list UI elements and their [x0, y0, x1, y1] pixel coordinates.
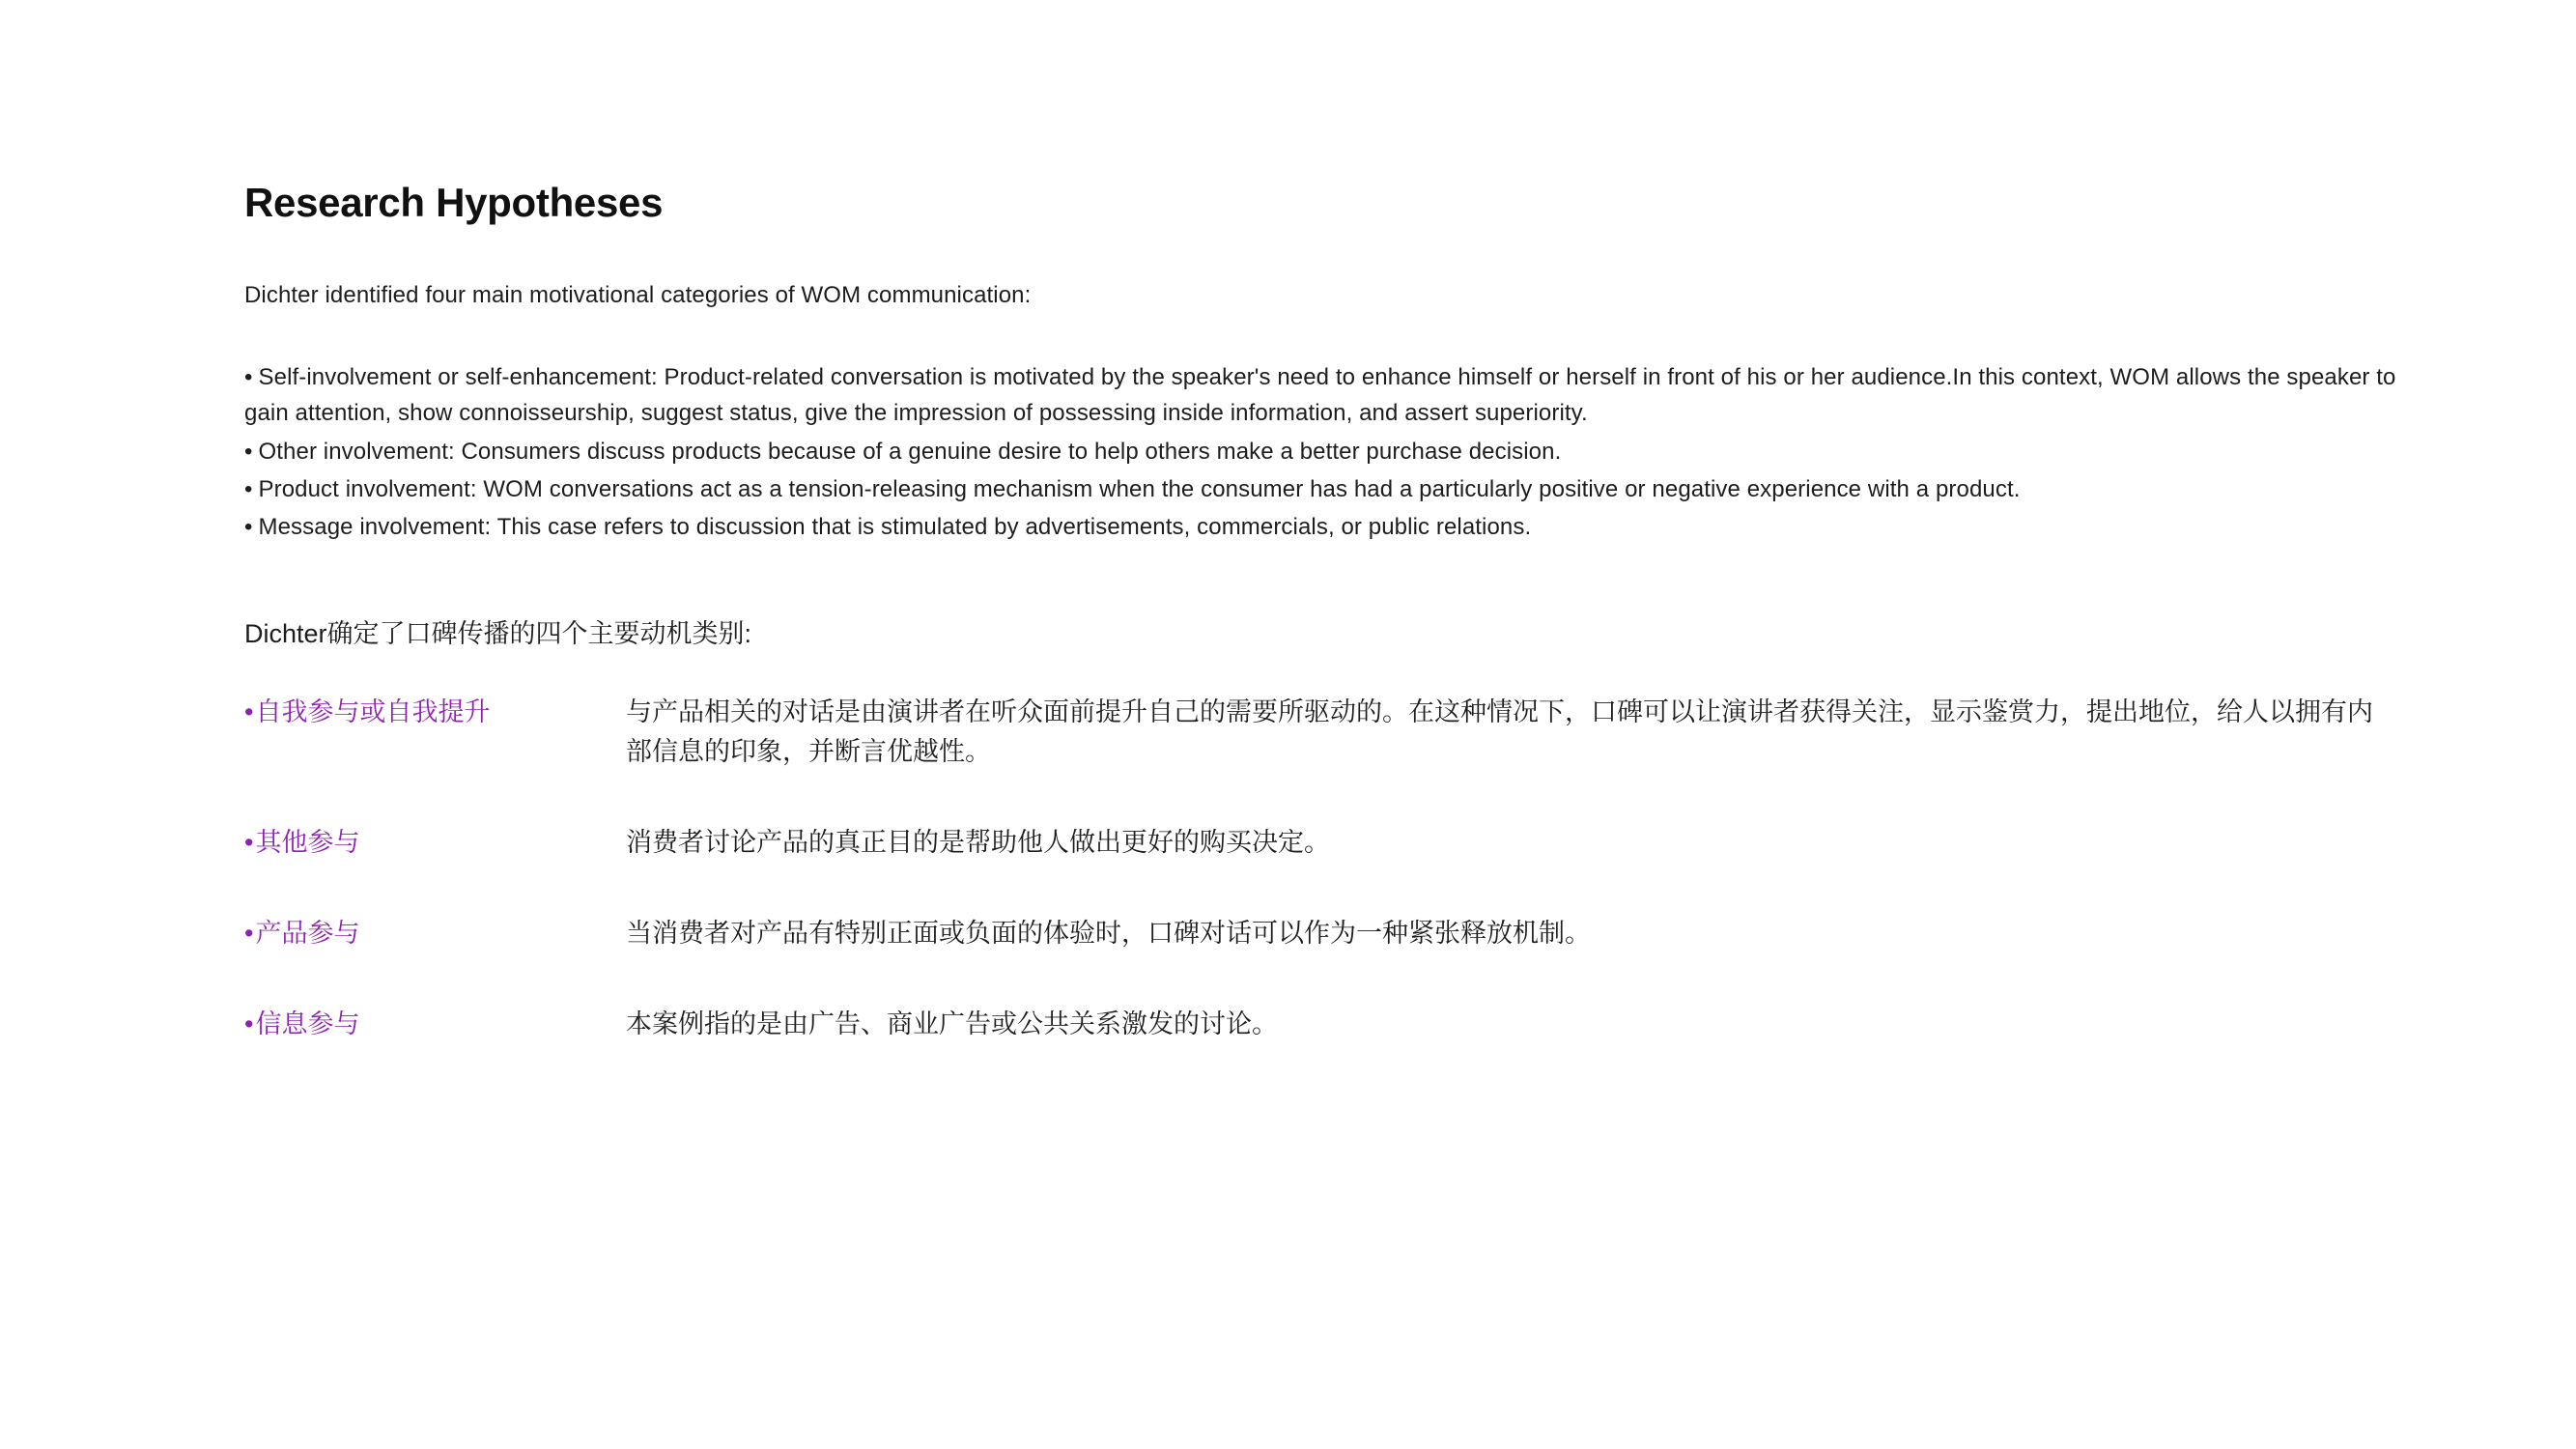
- bullet-icon: •: [244, 364, 253, 391]
- bullet-icon: •: [244, 438, 253, 465]
- english-intro-paragraph: Dichter identified four main motivational categories of WOM communication:: [244, 282, 1032, 309]
- list-item-label: [244, 693, 626, 732]
- list-item-text: Self-involvement or self-enhancement: Product-related conversation is motivated by the speaker's need to enhance himself or herself in front of his or her audience.In this context, WOM allows the speaker to gain attention, show connoisseurship, suggest status, give the impression of possessing inside information, and assert superiority.: [244, 364, 2396, 427]
- list-item-label-text: 产品参与: [255, 919, 360, 949]
- chinese-intro-paragraph: Dichter确定了口碑传播的四个主要动机类别:: [244, 619, 752, 649]
- list-item-label: [244, 823, 626, 863]
- list-item-label: [244, 1005, 626, 1044]
- list-item: [244, 693, 2398, 774]
- list-item: [244, 914, 2398, 954]
- list-item-description: 与产品相关的对话是由演讲者在听众面前提升自己的需要所驱动的。在这种情况下，口碑可以让演讲者获得关注，显示鉴赏力，提出地位，给人以拥有内部信息的印象，并断言优越性。: [626, 696, 2373, 767]
- list-item-text: Product involvement: WOM conversations act as a tension-releasing mechanism when the consumer has had a particularly positive or negative experience with a product.: [258, 475, 2021, 502]
- bullet-icon: •: [244, 475, 253, 502]
- list-item: [244, 1005, 2398, 1045]
- bullet-icon: •: [244, 1009, 254, 1038]
- list-item: [244, 359, 2398, 431]
- list-item-description: 当消费者对产品有特别正面或负面的体验时，口碑对话可以作为一种紧张释放机制。: [626, 919, 1591, 949]
- list-item: [244, 509, 2398, 545]
- bullet-icon: •: [244, 696, 254, 726]
- list-item-label-text: 信息参与: [255, 1009, 360, 1038]
- list-item-description: 本案例指的是由广告、商业广告或公共关系激发的讨论。: [626, 1009, 1278, 1038]
- list-item: [244, 434, 2398, 469]
- list-item-label: [244, 914, 626, 953]
- list-item: [244, 471, 2398, 507]
- page-title: Research Hypotheses: [244, 180, 664, 225]
- bullet-icon: •: [244, 828, 254, 858]
- list-item-text: Other involvement: Consumers discuss products because of a genuine desire to help others make a better purchase decision.: [258, 438, 1562, 465]
- list-item-text: Message involvement: This case refers to discussion that is stimulated by advertisements, commercials, or public relations.: [258, 513, 1532, 540]
- slide-content: [244, 179, 2398, 1095]
- list-item-label-text: 自我参与或自我提升: [255, 696, 491, 726]
- english-bullet-list: [244, 359, 2398, 545]
- bullet-icon: •: [244, 919, 254, 949]
- list-item: [244, 823, 2398, 864]
- chinese-definition-list: [244, 693, 2398, 1045]
- list-item-description: 消费者讨论产品的真正目的是帮助他人做出更好的购买决定。: [626, 828, 1330, 858]
- list-item-label-text: 其他参与: [255, 828, 360, 858]
- bullet-icon: •: [244, 513, 253, 540]
